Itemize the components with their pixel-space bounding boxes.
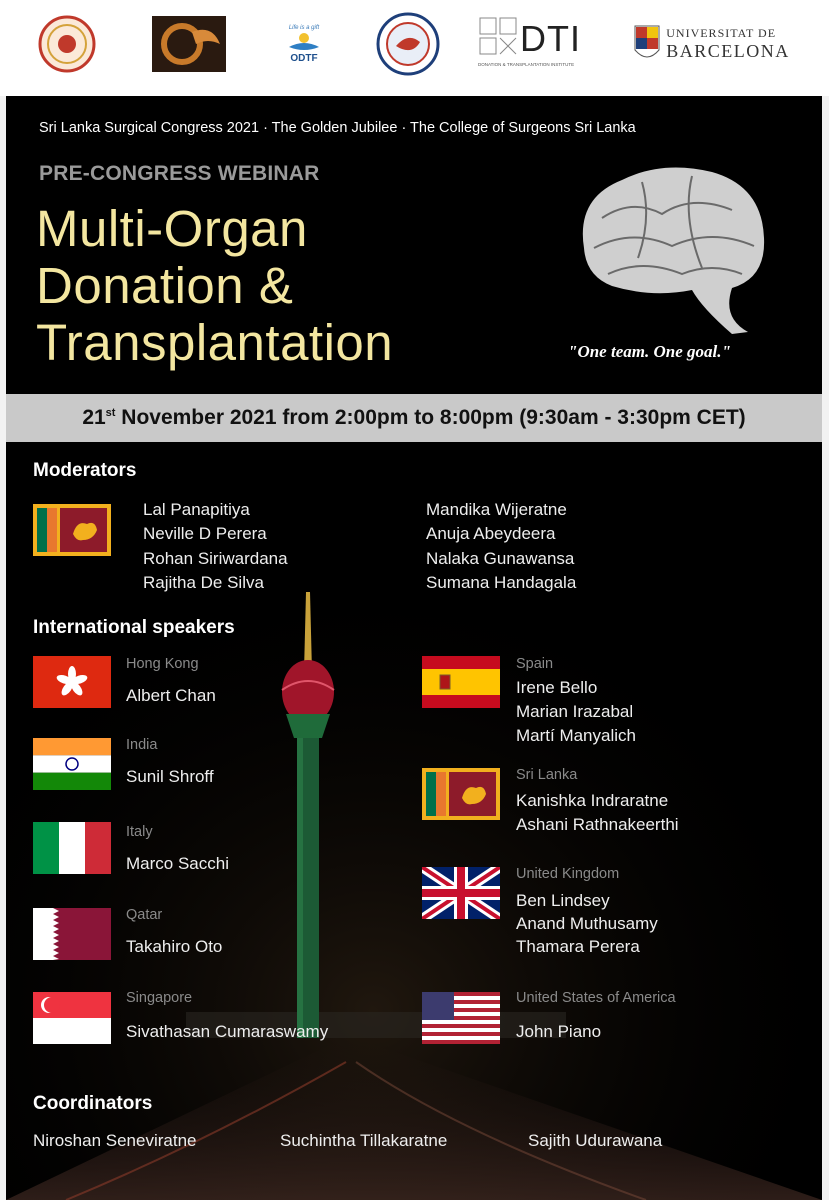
speaker-name: Ben Lindsey: [516, 891, 610, 910]
speaker-name: Takahiro Oto: [126, 937, 223, 956]
brain-of-hands-illustration: [572, 158, 772, 336]
country-label: United Kingdom: [516, 866, 620, 882]
tagline: "One team. One goal.": [568, 342, 731, 361]
united-kingdom-flag-icon: [422, 867, 500, 919]
speaker-name: Ashani Rathnakeerthi: [516, 815, 679, 834]
speaker-name: John Piano: [516, 1022, 602, 1041]
speaker-name: Anand Muthusamy: [516, 914, 658, 933]
webinar-title: [36, 200, 393, 371]
moderator-name: Rajitha De Silva: [143, 573, 264, 592]
speaker-name: Martí Manyalich: [516, 726, 636, 745]
webinar-poster: [6, 96, 822, 1200]
coordinators-heading: Coordinators: [33, 1093, 153, 1114]
moderator-name: Anuja Abeydeera: [426, 524, 556, 543]
coordinator-name: Suchintha Tillakaratne: [280, 1131, 448, 1150]
sri-lanka-flag-icon: [422, 768, 500, 820]
speaker-name: Marian Irazabal: [516, 702, 634, 721]
coordinator-name: Sajith Udurawana: [528, 1131, 663, 1150]
ub-line-2: BARCELONA: [666, 41, 790, 61]
speaker-name: Marco Sacchi: [126, 854, 229, 873]
title-line-1: Multi-Organ: [36, 200, 308, 257]
odtf-logo: [282, 12, 326, 76]
title-line-2: Donation &: [36, 257, 294, 314]
country-label: Italy: [126, 824, 153, 840]
country-label: Sri Lanka: [516, 767, 578, 783]
universitat-de-barcelona-logo: [630, 12, 794, 76]
country-label: Qatar: [126, 907, 163, 923]
speaker-name: Sunil Shroff: [126, 767, 214, 786]
moderator-name: Rohan Siriwardana: [143, 549, 288, 568]
moderator-name: Mandika Wijeratne: [426, 500, 567, 519]
moderators-heading: Moderators: [33, 460, 137, 481]
dti-subtitle: DONATION & TRANSPLANTATION INSTITUTE: [478, 62, 575, 67]
odtf-label: ODTF: [290, 52, 318, 64]
singapore-flag-icon: [33, 992, 111, 1044]
international-speakers-heading: International speakers: [33, 617, 235, 638]
dti-label: DTI: [520, 18, 581, 59]
moderator-name: Neville D Perera: [143, 524, 267, 543]
date-bar: [6, 394, 822, 442]
country-label: Singapore: [126, 990, 193, 1006]
coordinator-name: Niroshan Seneviratne: [33, 1131, 197, 1150]
pre-congress-label: PRE-CONGRESS WEBINAR: [39, 162, 320, 185]
speaker-name: Albert Chan: [126, 686, 216, 705]
hong-kong-flag-icon: [33, 656, 111, 708]
title-line-3: Transplantation: [36, 314, 394, 371]
speaker-name: Irene Bello: [516, 678, 598, 697]
italy-flag-icon: [33, 822, 111, 874]
dti-logo: [478, 12, 592, 76]
spain-flag-icon: [422, 656, 500, 708]
moderator-name: Sumana Handagala: [426, 573, 577, 592]
odtf-tagline: Life is a gift: [288, 24, 320, 31]
country-label: Hong Kong: [126, 656, 199, 672]
india-flag-icon: [33, 738, 111, 790]
qatar-flag-icon: [33, 908, 111, 960]
moderator-name: Nalaka Gunawansa: [426, 549, 575, 568]
speaker-name: Sivathasan Cumaraswamy: [126, 1022, 329, 1041]
date-suffix: st: [105, 407, 116, 419]
ub-line-1: UNIVERSITAT DE: [666, 26, 777, 40]
united-states-flag-icon: [422, 992, 500, 1044]
moderator-name: Lal Panapitiya: [143, 500, 250, 519]
college-of-surgeons-seal-logo: [38, 12, 96, 76]
surgical-society-logo: [152, 12, 226, 76]
country-label: United States of America: [516, 990, 676, 1006]
speaker-name: Kanishka Indraratne: [516, 791, 669, 810]
sri-lanka-flag-icon: [33, 504, 111, 556]
date-day: 21: [82, 406, 106, 429]
colombo-lotus-tower-night-background: [6, 442, 822, 1200]
logo-bar: [0, 0, 829, 96]
congress-line: Sri Lanka Surgical Congress 2021 · The Golden Jubilee · The College of Surgeons Sri Lanka: [39, 120, 636, 136]
date-rest: November 2021 from 2:00pm to 8:00pm (9:30am - 3:30pm CET): [115, 406, 746, 429]
country-label: India: [126, 737, 158, 753]
speaker-name: Thamara Perera: [516, 937, 640, 956]
country-label: Spain: [516, 656, 554, 672]
organ-donation-seal-logo: [376, 12, 440, 76]
